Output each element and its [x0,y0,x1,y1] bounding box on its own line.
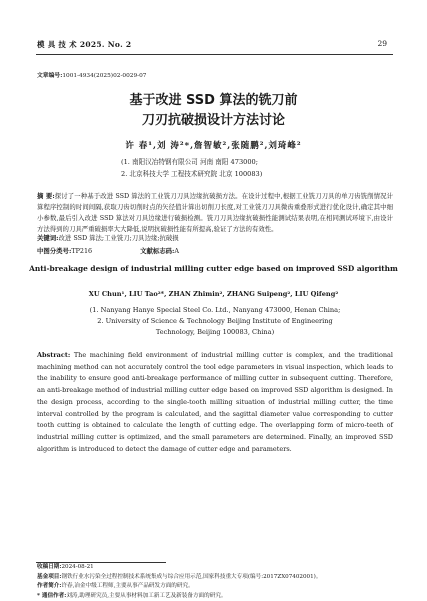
affiliation-cn-2: 2. 北京科技大学 工程技术研究院 北京 100083) [121,168,262,180]
doc-code-value: A [174,247,179,255]
affiliation-en-3: Technology, Beijing 100083, China) [37,327,393,338]
footnote-funding [37,573,393,583]
footnote-received-label: 收稿日期: [37,564,61,570]
footnote-author-text: 许春,冶金中级工程师,主要从事产品研发方面的研究。 [61,583,193,589]
footnote-funding-text: 钢铁行业水污染全过程控制技术系统集成与综合应用示范,国家科技重大专项(编号:2017ZX07402001)。 [61,574,321,580]
keywords-cn-label: 关键词: [37,234,59,242]
abstract-en-label: Abstract: [37,351,70,359]
title-cn-line2: 刀刃抗破损设计方法讨论 [0,111,427,130]
abstract-en-text: The machining field environment of industrial milling cutter is complex, and the traditional machining method can not accurately control the tool edge parameters in visual inspection, which leads to the inability to ensure good anti-breakage performance of milling cutter in subsequent cutting. Therefore, an anti-breakage method of industrial milling cutter edge based on improved SSD algorithm is designed. In the design process, according to the single-tooth milling situation of industrial milling cutter, the time interval controlled by the program is calculated, and the sagittal diameter value corresponding to cutter tooth cutting is obtained to calculate the length of cutting edge. The overlapping form of micro-teeth of industrial milling cutter is optimized, and the small parameters are determined. Finally, an improved SSD algorithm is introduced to detect the damage of cutter edge and parameters. [37,351,393,453]
abstract-cn-label: 摘 要: [37,192,55,200]
footnotes [37,563,393,601]
affiliation-cn-1: (1. 南阳汉冶特钢有限公司 河南 南阳 473000; [121,156,258,168]
article-number [37,70,147,79]
title-cn-line1: 基于改进 SSD 算法的铣刀前 [0,91,427,110]
page-number: 29 [377,39,387,48]
clc-label: 中图分类号: [37,247,71,255]
affiliation-en-2: 2. University of Science & Technology Beijing Institute of Engineering [37,316,393,327]
abstract-cn [37,191,393,235]
authors-cn: 许 春¹,刘 涛²*,詹智敏²,张随鹏²,刘琦峰² [0,139,427,151]
header-rule [36,54,393,55]
footnote-author [37,582,393,592]
abstract-en [37,350,393,455]
footnote-author-label: 作者简介: [37,583,61,589]
keywords-cn [37,233,393,244]
classification [37,246,393,257]
footnote-received [37,563,393,573]
keywords-cn-text: 改进 SSD 算法;工业铣刀;刀具边缘;抗破损 [59,234,179,242]
doc-code-label: 文献标志码: [140,247,174,255]
title-en: Anti-breakage design of industrial milling cutter edge based on improved SSD algorithm [0,264,427,273]
footnote-corresponding-label: * 通信作者: [37,593,66,599]
journal-header: 模 具 技 术 2025. No. 2 [37,39,131,50]
footnote-received-text: 2024-08-21 [61,564,93,570]
footnote-corresponding-text: 刘涛,助理研究员,主要从事材料加工新工艺及新装备方面的研究。 [66,593,226,599]
abstract-cn-text: 探讨了一种基于改进 SSD 算法的工业铣刀刀具边缘抗破损方法。在设计过程中,根据工业铣刀刀具的单刀齿铣削情况计算程序控制的时间间隔,获取刀齿切削时点的矢径值计算出切削刀长度,对工业铣刀刀具微齿重叠形式进行优化设计,确定其中细小参数,最后引入改进 SSD 算法对刀具边缘进行破损检测。铣刀刀具边缘抗破损性能测试结果表明,在相同测试环境下,由设计方法得到的刀具严重破损率大大降低,说明抗破损性能有所提高,验证了方法的有效性。 [37,192,393,233]
clc-value: TP216 [71,247,92,255]
article-number-label: 文章编号: [37,73,62,79]
authors-en: XU Chun¹, LIU Tao²*, ZHAN Zhimin², ZHANG Suipeng², LIU Qifeng² [0,290,427,298]
affiliation-en-1: (1. Nanyang Hanye Special Steel Co. Ltd., Nanyang 473000, Henan China; [37,305,393,316]
footnote-funding-label: 基金项目: [37,574,61,580]
article-number-value: 1001-4934(2025)02-0029-07 [62,73,146,79]
footnote-corresponding [37,592,393,601]
